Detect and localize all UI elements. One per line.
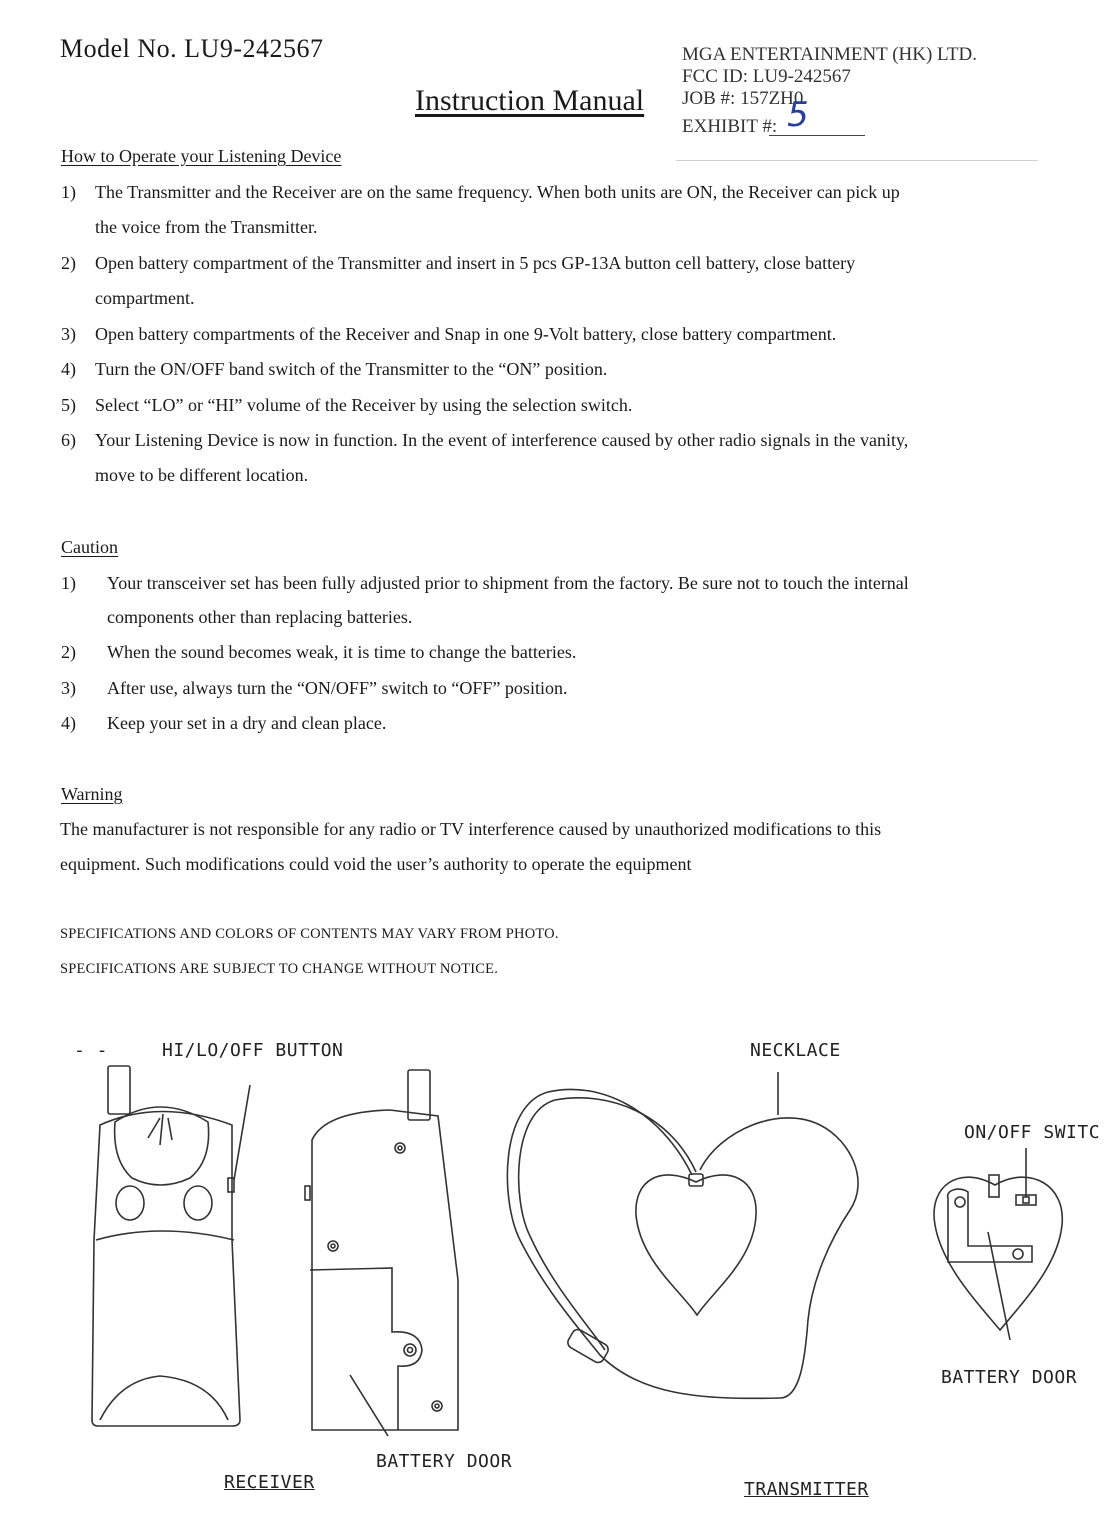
operate-item-4-line-1: Turn the ON/OFF band switch of the Transmitter to the “ON” position. [95, 359, 608, 379]
model-number: Model No. LU9-242567 [60, 34, 324, 63]
caution-item-1-number: 1) [61, 573, 76, 593]
label-battery-door-center: BATTERY DOOR [376, 1451, 513, 1472]
operate-item-5-number: 5) [61, 395, 76, 415]
receiver-side-drawing [305, 1070, 458, 1436]
operate-item-5-line-1: Select “LO” or “HI” volume of the Receiver by using the selection switch. [95, 395, 633, 415]
caution-item-2-line-1: When the sound becomes weak, it is time to change the batteries. [107, 642, 577, 662]
job-number: JOB #: 157ZH0 [682, 88, 804, 109]
notice-2: SPECIFICATIONS ARE SUBJECT TO CHANGE WITHOUT NOTICE. [60, 961, 499, 977]
fcc-id: FCC ID: LU9-242567 [682, 66, 851, 87]
label-battery-door-right: BATTERY DOOR [941, 1367, 1078, 1388]
caution-item-4-line-1: Keep your set in a dry and clean place. [107, 713, 387, 733]
caution-item-2-number: 2) [61, 642, 76, 662]
operate-item-6-line-1: Your Listening Device is now in function. In the event of interference caused by other radio signals in the vanity, [95, 430, 909, 450]
operate-item-4-number: 4) [61, 359, 76, 379]
label-receiver: RECEIVER [224, 1472, 315, 1493]
exhibit-label: EXHIBIT #: [682, 116, 778, 137]
warning-line-2: equipment. Such modifications could void the user’s authority to operate the equipment [60, 854, 692, 874]
notice-1: SPECIFICATIONS AND COLORS OF CONTENTS MAY VARY FROM PHOTO. [60, 926, 559, 942]
receiver-front-drawing [92, 1066, 250, 1426]
necklace-drawing [507, 1072, 858, 1398]
caution-item-3-number: 3) [61, 678, 76, 698]
label-hilo-button: HI/LO/OFF BUTTON [162, 1040, 344, 1061]
operate-item-6-number: 6) [61, 430, 76, 450]
caution-item-3-line-1: After use, always turn the “ON/OFF” switch to “OFF” position. [107, 678, 568, 698]
label-necklace: NECKLACE [750, 1040, 841, 1061]
label-transmitter: TRANSMITTER [744, 1479, 869, 1500]
label-dash-mark: - - [74, 1040, 109, 1061]
operate-item-2-number: 2) [61, 253, 76, 273]
operate-item-3-number: 3) [61, 324, 76, 344]
transmitter-drawing [934, 1148, 1062, 1340]
operate-item-2-line-1: Open battery compartment of the Transmitter and insert in 5 pcs GP-13A button cell battery, close battery [95, 253, 856, 273]
caution-item-1-line-1: Your transceiver set has been fully adjusted prior to shipment from the factory. Be sure not to touch the internal [107, 573, 909, 593]
operate-heading: How to Operate your Listening Device [61, 146, 342, 166]
page-title: Instruction Manual [415, 84, 645, 117]
company-name: MGA ENTERTAINMENT (HK) LTD. [682, 44, 977, 65]
exhibit-number: 5 [787, 95, 809, 135]
operate-item-1-line-1: The Transmitter and the Receiver are on the same frequency. When both units are ON, the Receiver can pick up [95, 182, 900, 202]
label-onoff-switch: ON/OFF SWITC [964, 1122, 1101, 1143]
caution-item-4-number: 4) [61, 713, 76, 733]
operate-item-1-number: 1) [61, 182, 76, 202]
operate-item-2-line-2: compartment. [95, 288, 195, 308]
operate-item-1-line-2: the voice from the Transmitter. [95, 217, 318, 237]
warning-line-1: The manufacturer is not responsible for any radio or TV interference caused by unauthorized modifications to this [60, 819, 882, 839]
warning-heading: Warning [61, 784, 123, 804]
operate-item-6-line-2: move to be different location. [95, 465, 309, 485]
caution-heading: Caution [61, 537, 118, 557]
operate-item-3-line-1: Open battery compartments of the Receiver and Snap in one 9-Volt battery, close battery compartment. [95, 324, 837, 344]
caution-item-1-line-2: components other than replacing batteries. [107, 607, 413, 627]
